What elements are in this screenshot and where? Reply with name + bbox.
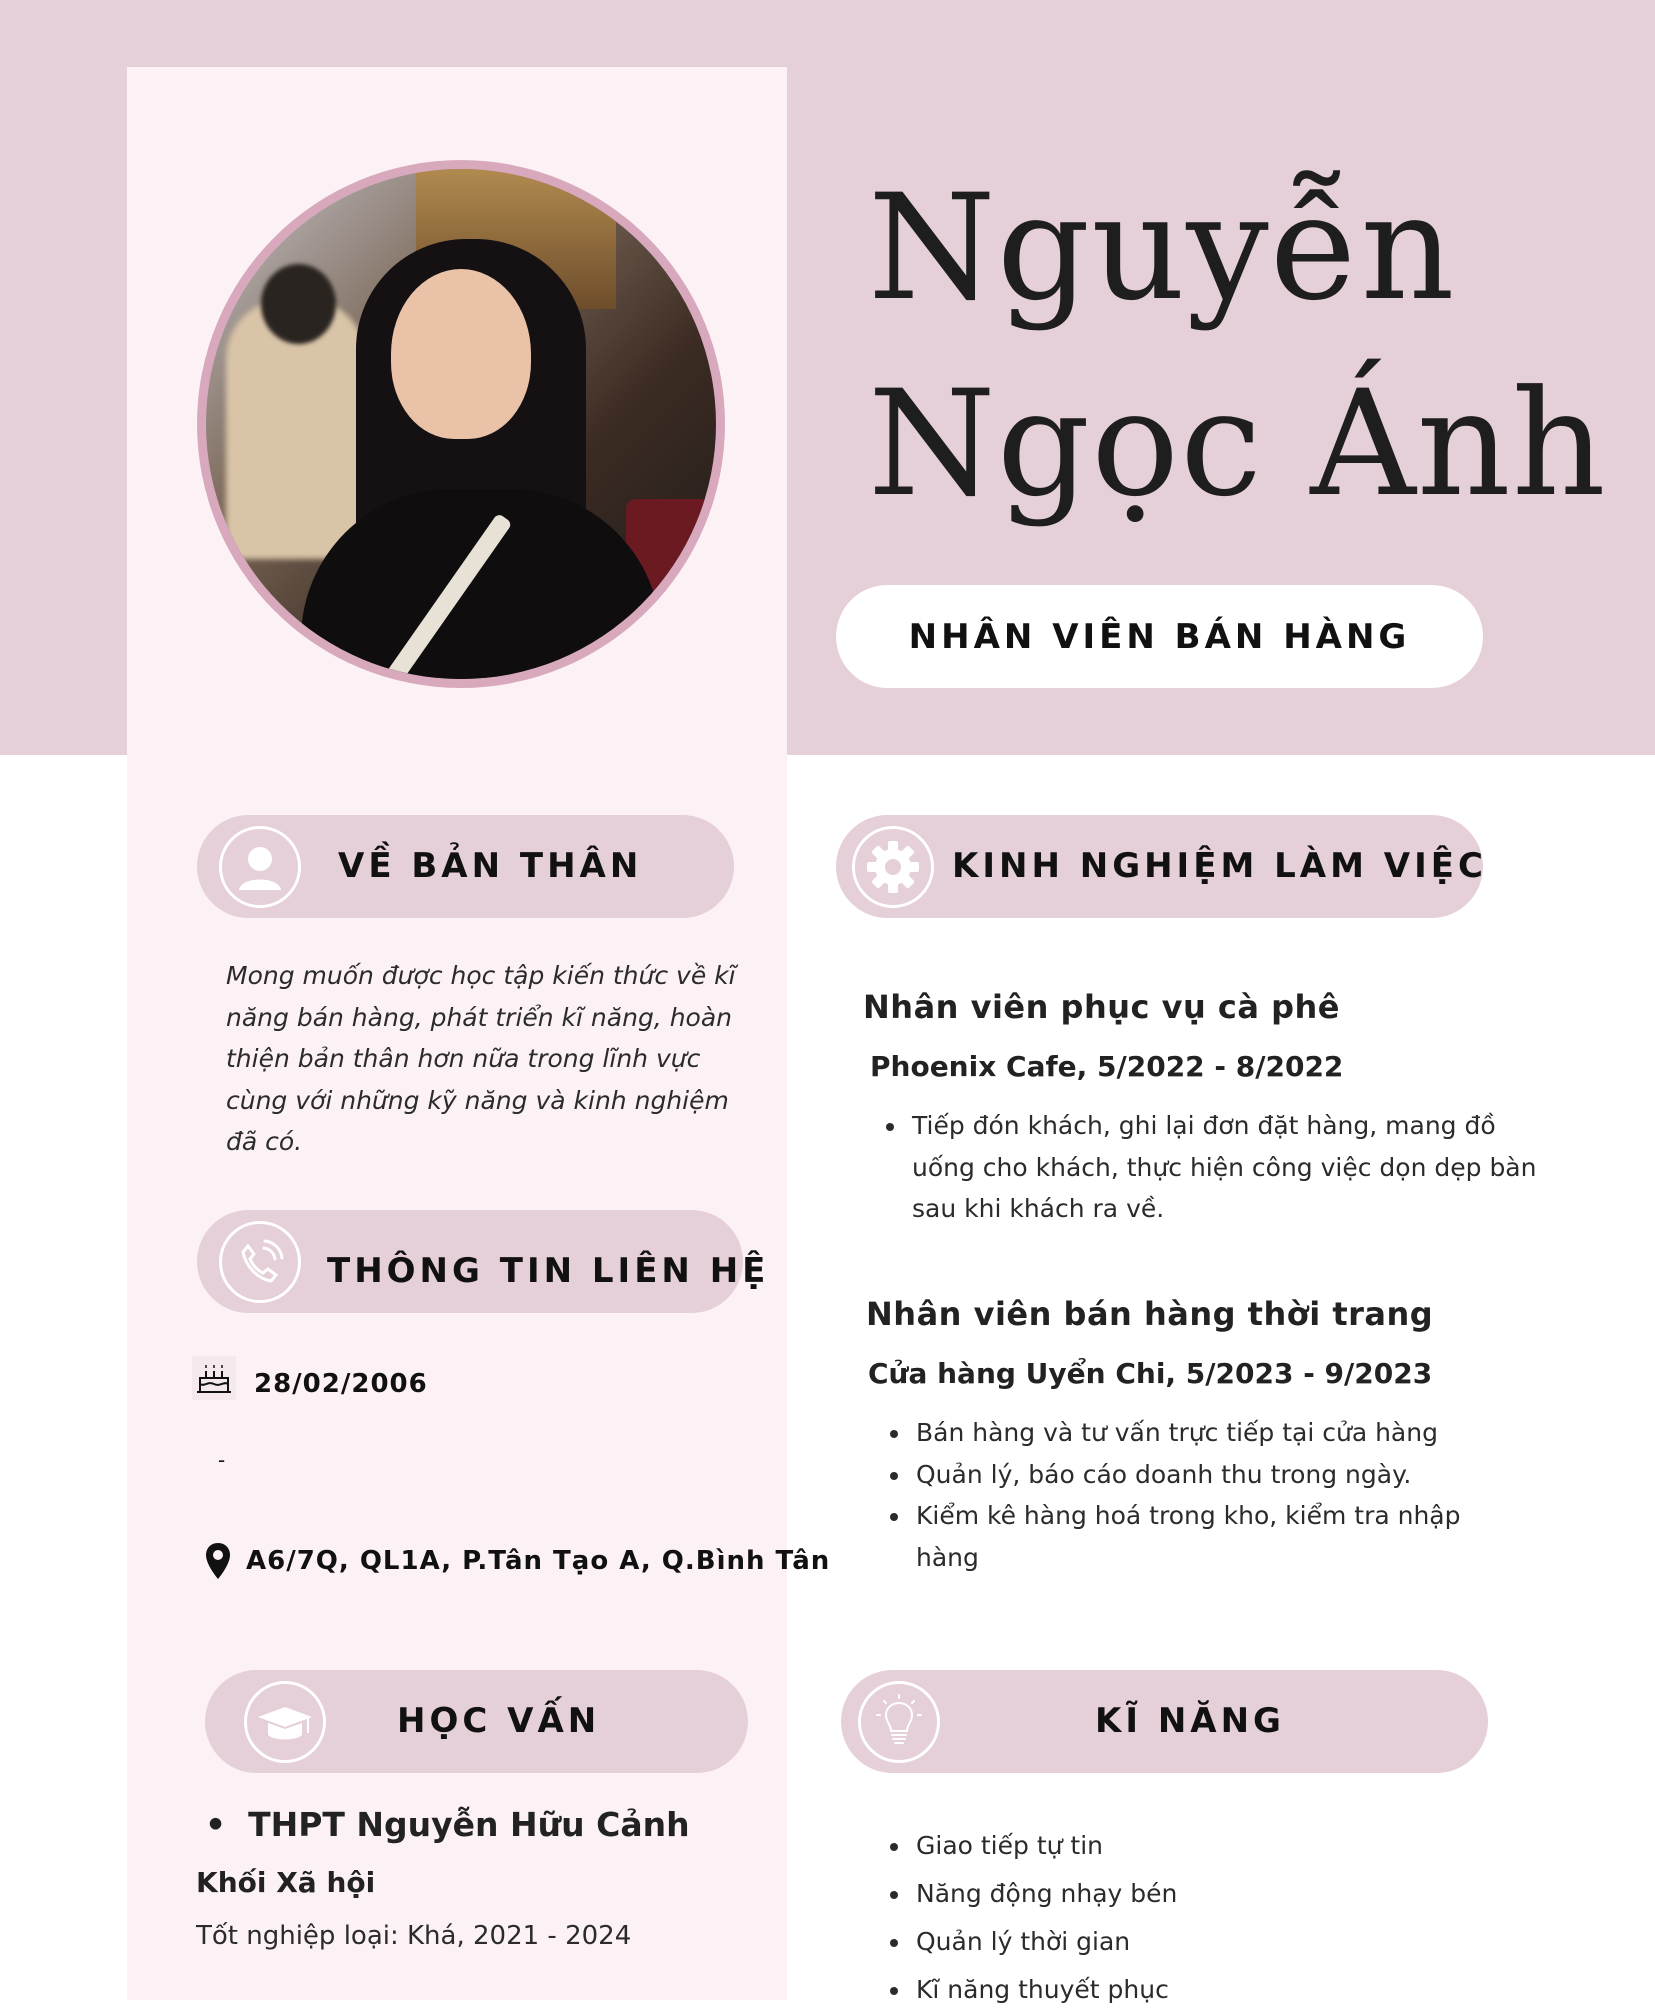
job-2-duty: • Kiểm kê hàng hoá trong kho, kiểm tra nhập hàng <box>912 1495 1522 1578</box>
skill-item: • Giao tiếp tự tin <box>912 1822 1512 1870</box>
gear-icon <box>852 826 934 908</box>
birthday-text: 28/02/2006 <box>254 1369 428 1399</box>
section-about-title: VỀ BẢN THÂN <box>338 846 643 886</box>
graduation-cap-icon <box>244 1681 326 1763</box>
job-2-duty: • Quản lý, báo cáo doanh thu trong ngày. <box>912 1454 1522 1496</box>
skill-item: • Kĩ năng thuyết phục <box>912 1966 1512 2014</box>
user-icon <box>219 826 301 908</box>
job-role-text: NHÂN VIÊN BÁN HÀNG <box>908 616 1411 657</box>
profile-photo <box>197 160 725 688</box>
section-skills-header <box>841 1670 1488 1773</box>
address-text: A6/7Q, QL1A, P.Tân Tạo A, Q.Bình Tân <box>246 1546 831 1576</box>
section-education-header <box>205 1670 748 1773</box>
section-skills-title: KĨ NĂNG <box>1095 1701 1285 1741</box>
job-1-title: Nhân viên phục vụ cà phê <box>863 988 1340 1026</box>
name-line-1: Nguyễn <box>868 163 1456 333</box>
address-row <box>204 1541 830 1581</box>
cake-icon <box>192 1356 236 1400</box>
phone-icon <box>219 1221 301 1303</box>
section-experience-header <box>836 815 1487 918</box>
section-contact-header <box>197 1210 770 1313</box>
job-2-duties <box>866 1412 1522 1578</box>
profile-photo-image <box>206 169 716 679</box>
education-graduation: Tốt nghiệp loại: Khá, 2021 - 2024 <box>196 1921 632 1951</box>
job-2-title: Nhân viên bán hàng thời trang <box>866 1295 1434 1333</box>
job-1-duties <box>862 1105 1538 1230</box>
skill-item: • Quản lý thời gian <box>912 1918 1512 1966</box>
contact-placeholder-dash: - <box>218 1448 226 1472</box>
section-about-header <box>197 815 734 918</box>
lightbulb-icon <box>858 1681 940 1763</box>
name-line-2: Ngọc Ánh <box>868 359 1607 529</box>
job-1-place: Phoenix Cafe, 5/2022 - 8/2022 <box>870 1050 1344 1083</box>
about-text: Mong muốn được học tập kiến thức về kĩ năng bán hàng, phát triển kĩ năng, hoàn thiện bản thân hơn nữa trong lĩnh vực cùng với những kỹ năng và kinh nghiệm đã có. <box>226 961 736 1156</box>
education-major: Khối Xã hội <box>196 1866 376 1899</box>
job-2-place: Cửa hàng Uyển Chi, 5/2023 - 9/2023 <box>868 1357 1433 1390</box>
location-pin-icon <box>204 1541 232 1581</box>
education-school: • THPT Nguyễn Hữu Cảnh <box>205 1805 690 1844</box>
section-education-title: HỌC VẤN <box>397 1701 601 1741</box>
skills-list <box>866 1822 1512 2014</box>
section-experience-title: KINH NGHIỆM LÀM VIỆC <box>952 846 1487 886</box>
section-contact-title: THÔNG TIN LIÊN HỆ <box>327 1251 770 1291</box>
full-name <box>868 150 1628 542</box>
job-role-badge <box>836 585 1483 688</box>
skill-item: • Năng động nhạy bén <box>912 1870 1512 1918</box>
job-2-duty: • Bán hàng và tư vấn trực tiếp tại cửa hàng <box>912 1412 1522 1454</box>
job-1-duty: • Tiếp đón khách, ghi lại đơn đặt hàng, mang đồ uống cho khách, thực hiện công việc dọn dẹp bàn sau khi khách ra về. <box>908 1105 1538 1230</box>
birthday-row <box>192 1356 428 1400</box>
